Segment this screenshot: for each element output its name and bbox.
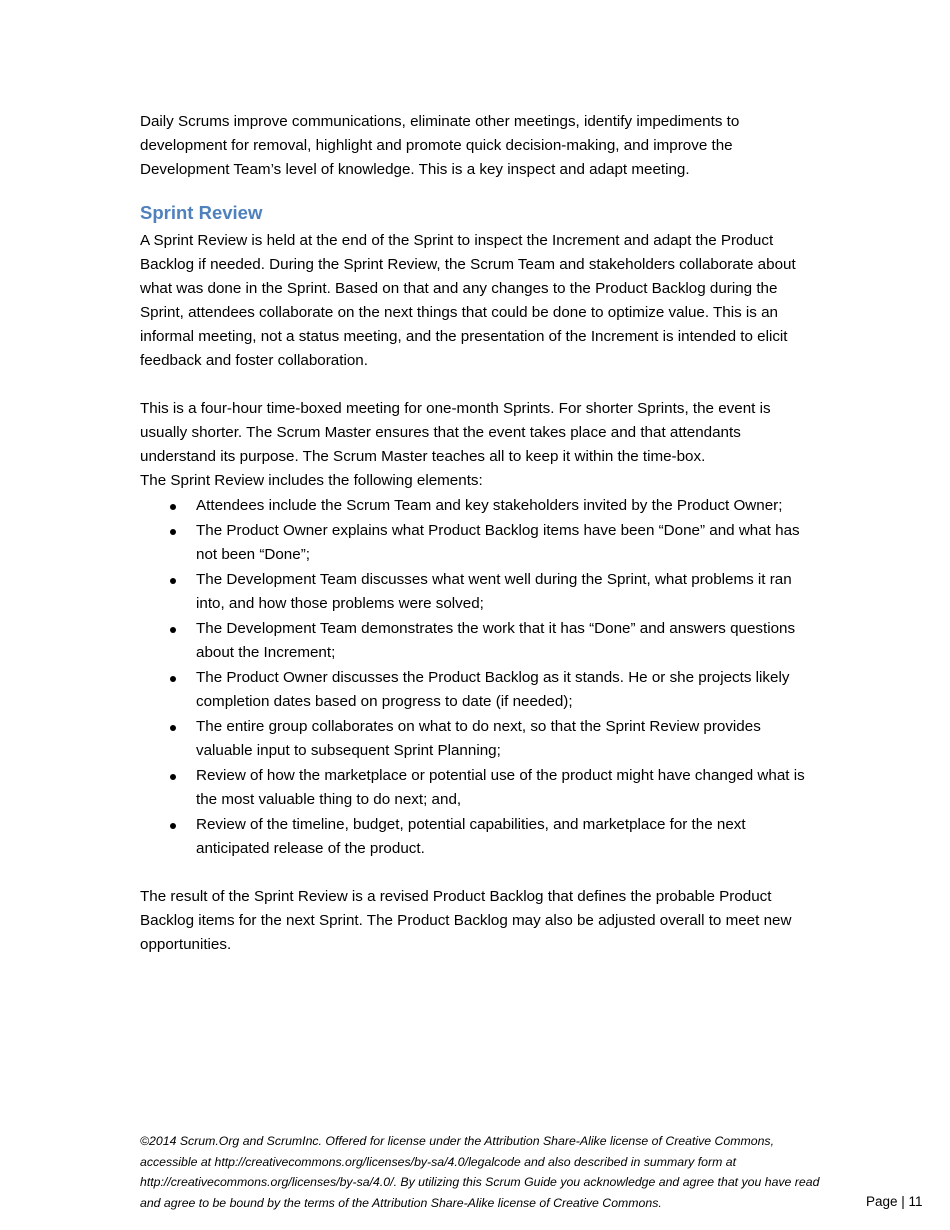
list-item: [140, 813, 816, 861]
bullet-icon: [170, 823, 176, 829]
sprint-review-paragraph-1: A Sprint Review is held at the end of the Sprint to inspect the Increment and adapt the Product Backlog if needed. During the Sprint Review, the Scrum Team and stakeholders collaborate about what was done in the Sprint. Based on that and any changes to the Product Backlog during the Sprint, attendees collaborate on the next things that could be done to optimize value. This is an informal meeting, not a status meeting, and the presentation of the Increment is intended to elicit feedback and foster collaboration.: [140, 232, 796, 369]
list-item-text: The Product Owner discusses the Product Backlog as it stands. He or she projects likely completion dates based on progress to date (if needed);: [196, 669, 790, 710]
bullet-icon: [170, 578, 176, 584]
list-item-text: Review of the timeline, budget, potential capabilities, and marketplace for the next anticipated release of the product.: [196, 816, 746, 857]
list-item: [140, 519, 816, 567]
bullet-icon: [170, 627, 176, 633]
list-item-text: Attendees include the Scrum Team and key stakeholders invited by the Product Owner;: [196, 497, 783, 514]
bullet-icon: [170, 529, 176, 535]
page-number: Page | 11: [866, 1194, 923, 1209]
list-item-text: Review of how the marketplace or potential use of the product might have changed what is the most valuable thing to do next; and,: [196, 767, 805, 808]
list-item: [140, 666, 816, 714]
list-item-text: The Product Owner explains what Product Backlog items have been “Done” and what has not been “Done”;: [196, 522, 800, 563]
result-paragraph: The result of the Sprint Review is a revised Product Backlog that defines the probable Product Backlog items for the next Sprint. The Product Backlog may also be adjusted overall to meet new opportunities.: [140, 888, 792, 953]
bullet-icon: [170, 676, 176, 682]
list-item: [140, 568, 816, 616]
bullet-icon: [170, 725, 176, 731]
section-heading: Sprint Review: [140, 202, 263, 223]
list-item-text: The Development Team demonstrates the work that it has “Done” and answers questions about the Increment;: [196, 620, 796, 661]
elements-list: [140, 494, 816, 861]
list-item: [140, 494, 816, 518]
bullet-icon: [170, 504, 176, 510]
list-item: [140, 617, 816, 665]
list-item-text: The Development Team discusses what went well during the Sprint, what problems it ran into, and how those problems were solved;: [196, 571, 792, 612]
list-item: [140, 715, 816, 763]
sprint-review-paragraph-2: This is a four-hour time-boxed meeting for one-month Sprints. For shorter Sprints, the event is usually shorter. The Scrum Master ensures that the event takes place and that attendants understand its purpose. The Scrum Master teaches all to keep it within the time-box.: [140, 400, 771, 465]
list-item-text: The entire group collaborates on what to do next, so that the Sprint Review provides valuable input to subsequent Sprint Planning;: [196, 718, 761, 759]
list-item: [140, 764, 816, 812]
page-body: [140, 110, 816, 957]
list-intro: The Sprint Review includes the following elements:: [140, 472, 483, 489]
bullet-icon: [170, 774, 176, 780]
license-footer: ©2014 Scrum.Org and ScrumInc. Offered for license under the Attribution Share-Alike license of Creative Commons, accessible at http://creativecommons.org/licenses/by-sa/4.0/legalcode and also described in summary form at http://creativecommons.org/licenses/by-sa/4.0/. By utilizing this Scrum Guide you acknowledge and agree that you have read and agree to be bound by the terms of the Attribution Share-Alike license of Creative Commons.: [140, 1134, 820, 1210]
daily-scrum-paragraph: Daily Scrums improve communications, eliminate other meetings, identify impediments to development for removal, highlight and promote quick decision-making, and improve the Development Team’s level of knowledge. This is a key inspect and adapt meeting.: [140, 113, 740, 178]
